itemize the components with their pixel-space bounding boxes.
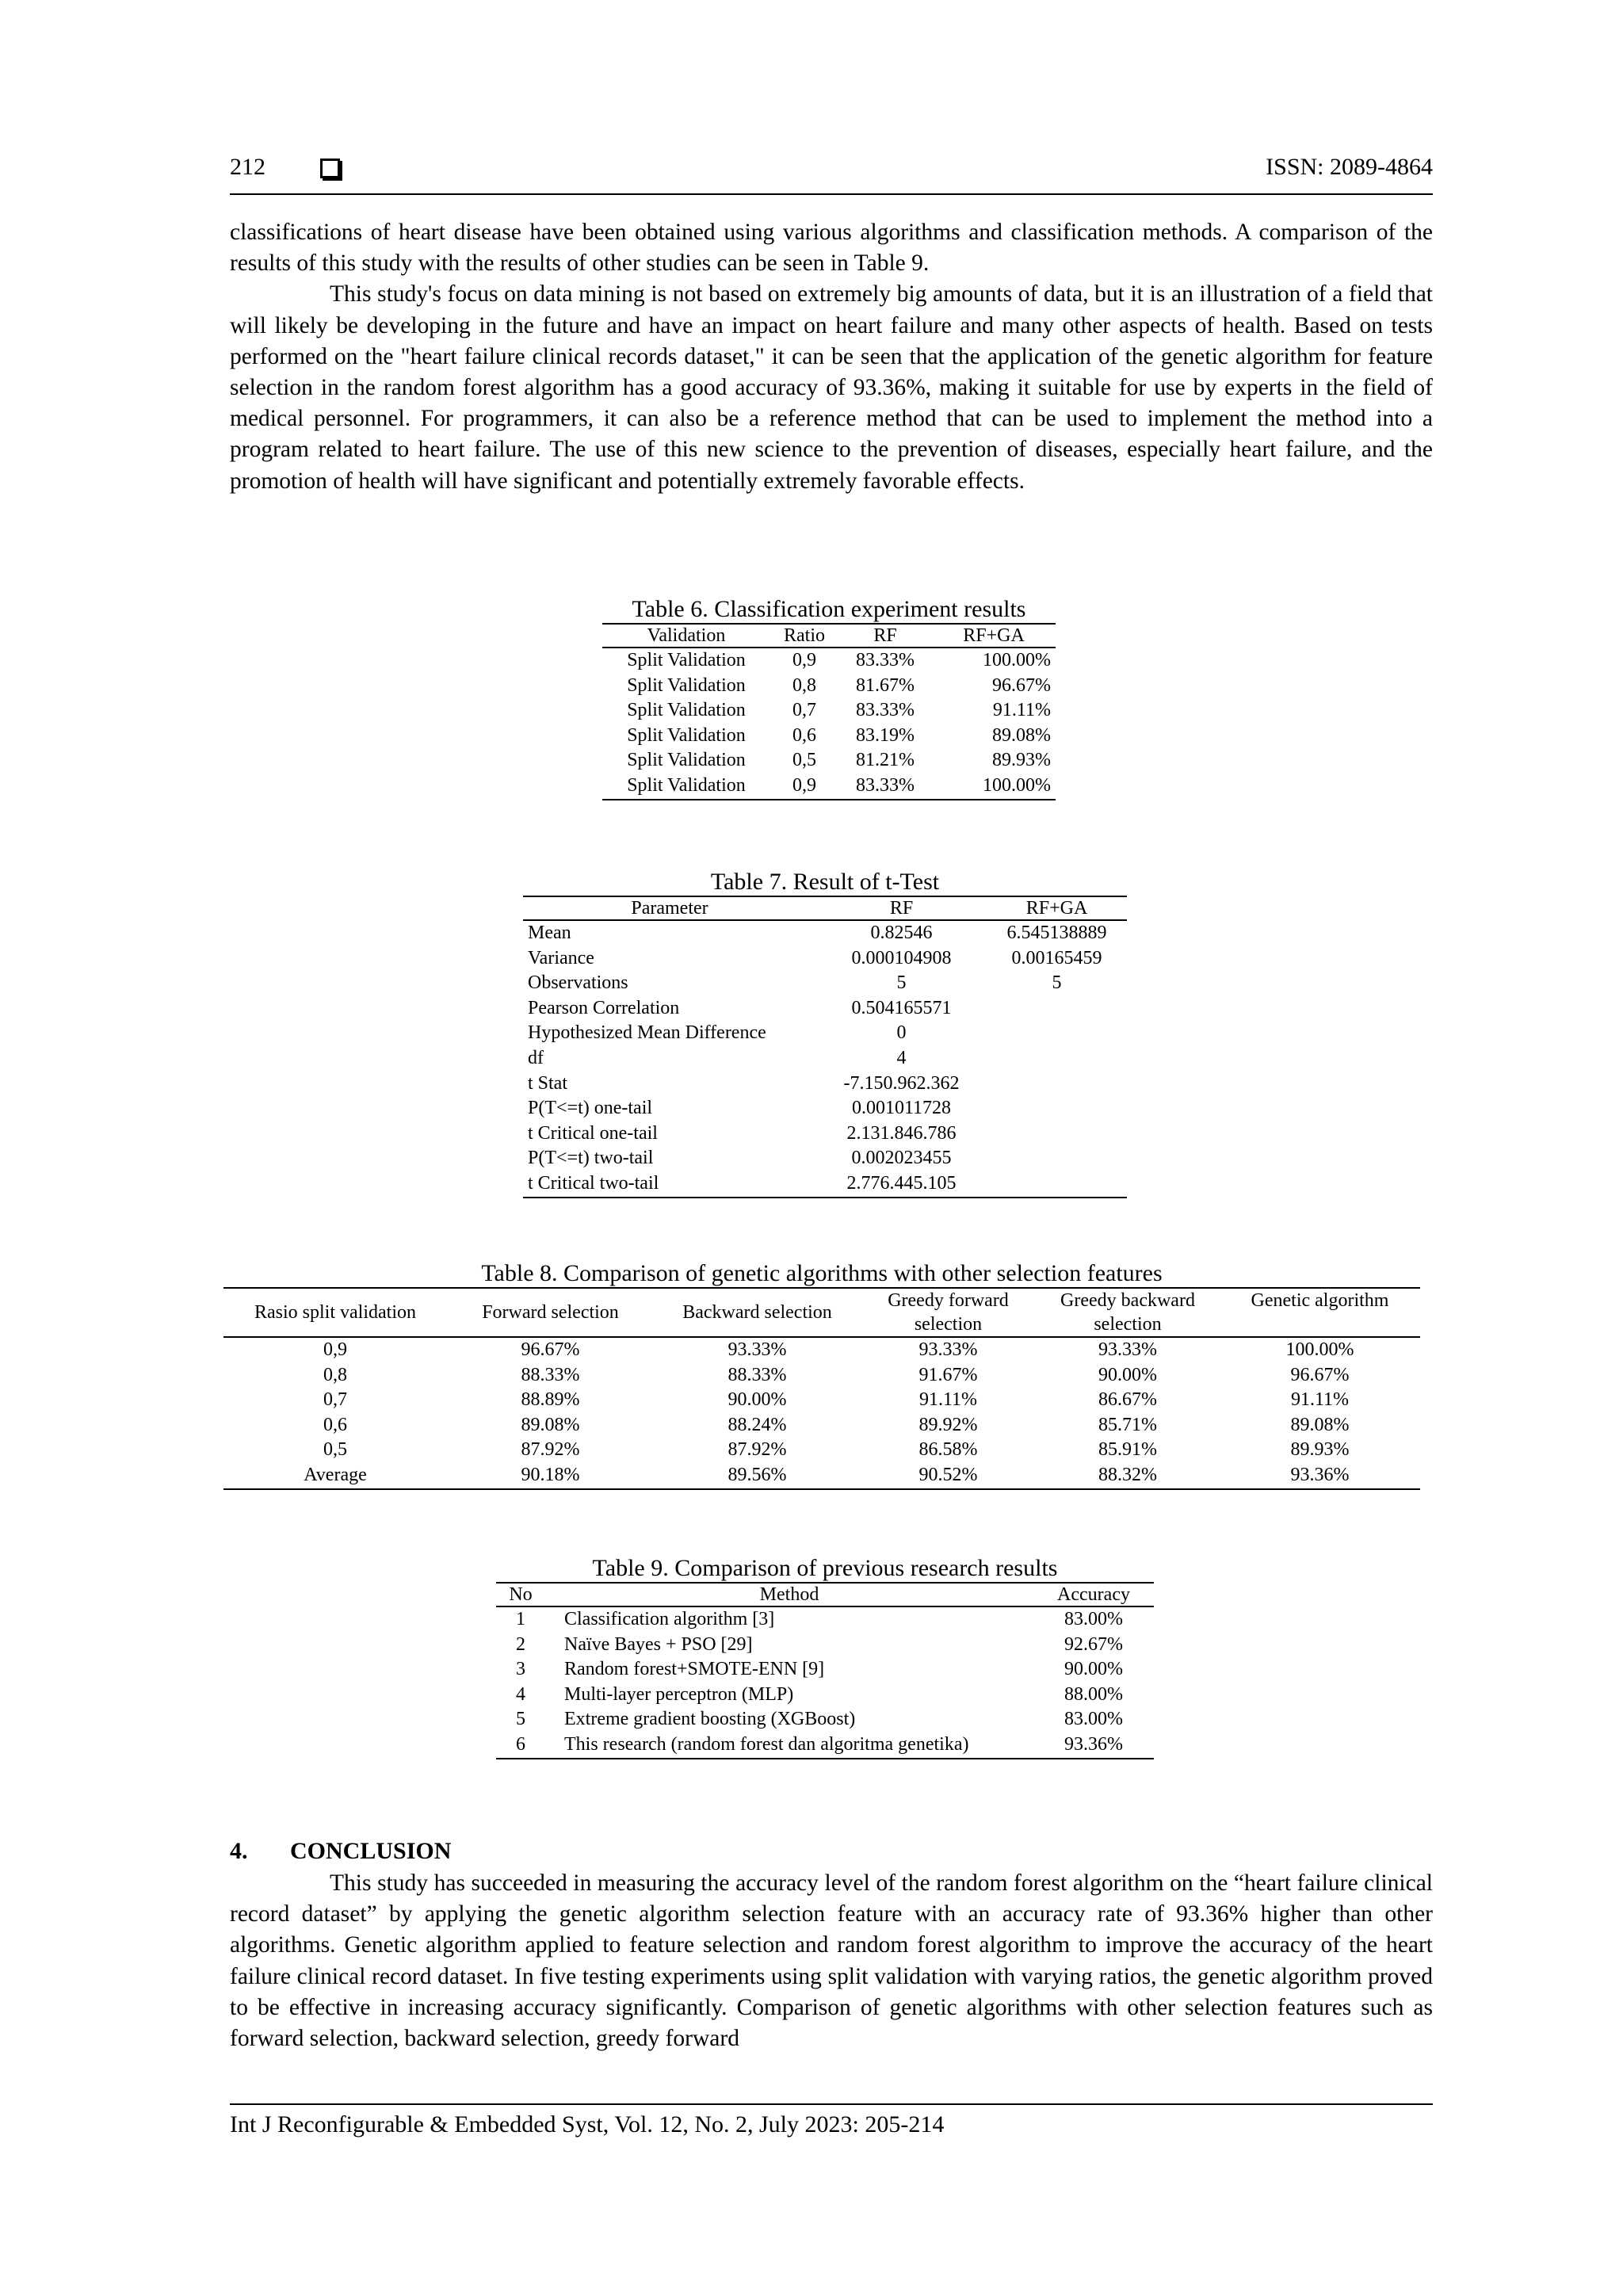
- cell: Hypothesized Mean Difference: [528, 1022, 766, 1044]
- cell: 91.11%: [1290, 1389, 1350, 1411]
- cell: 2.131.846.786: [846, 1122, 957, 1144]
- table-8: [223, 1260, 1420, 1490]
- cell: 0,5: [792, 750, 816, 771]
- cell: [987, 996, 1127, 1022]
- cell: 91.11%: [918, 1389, 978, 1411]
- cell: 89.08%: [992, 724, 1051, 746]
- cell: Naïve Bayes + PSO [29]: [564, 1633, 753, 1655]
- column-header: Rasio split validation: [254, 1302, 416, 1323]
- cell: 5: [516, 1709, 525, 1730]
- column-header: RF+GA: [1025, 898, 1088, 919]
- cell: Split Validation: [627, 750, 746, 771]
- cell: 89.93%: [1290, 1439, 1350, 1461]
- section-number: 4.: [230, 1838, 248, 1864]
- cell: Split Validation: [627, 650, 746, 670]
- table-row: [523, 1046, 1127, 1072]
- table-row: [496, 1633, 1154, 1658]
- cell: 0.504165571: [851, 997, 952, 1018]
- table-row: [523, 1146, 1127, 1171]
- cell: 83.33%: [856, 774, 915, 796]
- cell: 0.00165459: [1011, 947, 1102, 968]
- cell: 5: [1052, 972, 1062, 994]
- cell: Observations: [528, 972, 628, 994]
- cell: [987, 1171, 1127, 1198]
- cell: Average: [304, 1464, 367, 1485]
- cell: 100.00%: [1285, 1339, 1354, 1360]
- column-header: RF+GA: [963, 625, 1025, 646]
- cell: 88.24%: [727, 1414, 787, 1435]
- cell: 0,7: [792, 700, 816, 721]
- column-header: Greedy forward selection: [888, 1290, 1009, 1335]
- page-footer: [230, 2103, 1433, 2138]
- cell: 100.00%: [983, 650, 1051, 670]
- cell: 0.001011728: [851, 1098, 952, 1119]
- cell: 0,8: [323, 1364, 347, 1385]
- cell: 89.56%: [727, 1464, 787, 1485]
- cell: 93.36%: [1064, 1733, 1123, 1755]
- cell: [987, 1021, 1127, 1046]
- cell: 4: [516, 1683, 525, 1705]
- table-row: [496, 1657, 1154, 1683]
- cell: df: [528, 1047, 544, 1068]
- table-row: [223, 1337, 1420, 1363]
- table-6-caption: Table 6. Classification experiment results: [632, 596, 1026, 622]
- table-9-header: [496, 1583, 1154, 1606]
- table-row: [602, 724, 1056, 749]
- table-row: [523, 946, 1127, 972]
- table-6-header: [602, 624, 1056, 648]
- cell: Split Validation: [627, 774, 746, 796]
- cell: 86.67%: [1098, 1389, 1157, 1411]
- cell: 0,9: [792, 774, 816, 796]
- cell: 91.11%: [992, 700, 1051, 721]
- intro-paragraph-1: classifications of heart disease have been obtained using various algorithms and classification methods. A comparison of the results of this study with the results of other studies can be seen in Table 9.: [230, 220, 1433, 277]
- cell: 89.93%: [992, 750, 1051, 771]
- cell: 89.08%: [1290, 1414, 1350, 1435]
- cell: 85.71%: [1098, 1414, 1157, 1435]
- table-7: [523, 869, 1127, 1198]
- cell: 90.18%: [521, 1464, 580, 1485]
- cell: 83.33%: [856, 650, 915, 670]
- conclusion-text: [230, 1868, 1433, 2054]
- cell: This research (random forest dan algoritma genetika): [564, 1733, 969, 1755]
- cell: 89.92%: [918, 1414, 978, 1435]
- table-row: [523, 1171, 1127, 1198]
- column-header: Forward selection: [482, 1302, 619, 1323]
- table-row: [223, 1413, 1420, 1438]
- square-icon: [320, 159, 340, 178]
- table-8-header: [223, 1288, 1420, 1337]
- table-row: [223, 1463, 1420, 1489]
- table-row: [496, 1606, 1154, 1633]
- cell: 93.33%: [1098, 1339, 1157, 1360]
- cell: Extreme gradient boosting (XGBoost): [564, 1709, 856, 1730]
- column-header: Genetic algorithm: [1251, 1290, 1389, 1311]
- column-header: Accuracy: [1057, 1584, 1130, 1605]
- table-row: [523, 1021, 1127, 1046]
- cell: [987, 1146, 1127, 1171]
- cell: Split Validation: [627, 674, 746, 696]
- cell: 0,6: [792, 724, 816, 746]
- table-row: [602, 698, 1056, 724]
- cell: 83.00%: [1064, 1609, 1123, 1629]
- cell: 90.00%: [727, 1389, 787, 1411]
- table-row: [496, 1733, 1154, 1759]
- cell: 96.67%: [521, 1339, 580, 1360]
- cell: 2.776.445.105: [846, 1172, 957, 1194]
- cell: 89.08%: [521, 1414, 580, 1435]
- column-header: RF: [889, 898, 914, 919]
- cell: 91.67%: [918, 1364, 978, 1385]
- cell: 88.00%: [1064, 1683, 1123, 1705]
- column-header: Backward selection: [682, 1302, 832, 1323]
- conclusion-paragraph: This study has succeeded in measuring the accuracy level of the random forest algorithm on the “heart failure clinical record dataset” by applying the genetic algorithm selection feature with an accuracy rate of 93.36% higher than other algorithms. Genetic algorithm applied to feature selection and random forest algorithm to improve the accuracy of the heart failure clinical record dataset. In five testing experiments using split validation with varying ratios, the genetic algorithm proved to be effective in increasing accuracy significantly. Comparison of genetic algorithms with other selection features such as forward selection, backward selection, greedy forward: [230, 1870, 1433, 2052]
- cell: 90.52%: [918, 1464, 978, 1485]
- cell: P(T<=t) two-tail: [528, 1148, 654, 1169]
- column-header: Parameter: [631, 898, 708, 919]
- cell: 83.33%: [856, 700, 915, 721]
- page-number: 212: [230, 154, 265, 180]
- column-header: Greedy backward selection: [1060, 1290, 1195, 1335]
- page-header: [230, 154, 1433, 195]
- cell: t Critical two-tail: [528, 1172, 659, 1194]
- cell: 88.33%: [727, 1364, 787, 1385]
- table-row: [496, 1683, 1154, 1708]
- cell: 93.33%: [918, 1339, 978, 1360]
- cell: t Critical one-tail: [528, 1122, 658, 1144]
- cell: [987, 1072, 1127, 1097]
- cell: 0,9: [323, 1339, 347, 1360]
- cell: 93.36%: [1290, 1464, 1350, 1485]
- cell: 83.19%: [856, 724, 915, 746]
- cell: 3: [516, 1659, 525, 1680]
- cell: 81.21%: [856, 750, 915, 771]
- cell: P(T<=t) one-tail: [528, 1098, 653, 1119]
- cell: 85.91%: [1098, 1439, 1157, 1461]
- cell: 100.00%: [983, 774, 1051, 796]
- cell: 0,6: [323, 1414, 347, 1435]
- table-row: [602, 748, 1056, 774]
- cell: 6.545138889: [1006, 923, 1107, 943]
- cell: 83.00%: [1064, 1709, 1123, 1730]
- column-header: Method: [759, 1584, 819, 1605]
- cell: 0,5: [323, 1439, 347, 1461]
- cell: 96.67%: [992, 674, 1051, 696]
- cell: 0.002023455: [851, 1148, 952, 1169]
- table-row: [523, 1121, 1127, 1147]
- cell: 0,7: [323, 1389, 347, 1411]
- table-row: [602, 774, 1056, 800]
- cell: -7.150.962.362: [843, 1072, 960, 1094]
- intro-paragraph-2: This study's focus on data mining is not based on extremely big amounts of data, but it is an illustration of a field that will likely be developing in the future and have an impact on heart failure and many other aspects of health. Based on tests performed on the "heart failure clinical records dataset," it can be seen that the application of the genetic algorithm for feature selection in the random forest algorithm has a good accuracy of 93.36%, making it suitable for use by experts in the field of medical personnel. For programmers, it can also be a reference method that can be used to implement the method into a program related to heart failure. The use of this new science to the prevention of diseases, especially heart failure, and the promotion of health will have significant and potentially extremely favorable effects.: [230, 281, 1433, 494]
- cell: 93.33%: [727, 1339, 787, 1360]
- intro-text: [230, 217, 1433, 497]
- cell: 86.58%: [918, 1439, 978, 1461]
- column-header: Ratio: [784, 625, 825, 646]
- table-9-caption: Table 9. Comparison of previous research results: [592, 1555, 1058, 1581]
- column-header: RF: [873, 625, 897, 646]
- cell: 2: [516, 1633, 525, 1655]
- cell: Classification algorithm [3]: [564, 1609, 775, 1629]
- table-row: [602, 674, 1056, 699]
- cell: [987, 1121, 1127, 1147]
- table-6: [602, 596, 1056, 800]
- cell: 4: [896, 1047, 907, 1068]
- cell: 88.33%: [521, 1364, 580, 1385]
- cell: Multi-layer perceptron (MLP): [564, 1683, 794, 1705]
- table-row: [523, 1096, 1127, 1121]
- cell: [987, 1096, 1127, 1121]
- table-row: [523, 971, 1127, 996]
- table-7-caption: Table 7. Result of t-Test: [710, 869, 940, 895]
- table-row: [223, 1363, 1420, 1389]
- cell: 0: [896, 1022, 907, 1044]
- cell: 87.92%: [727, 1439, 787, 1461]
- cell: 88.89%: [521, 1389, 580, 1411]
- section-heading: [230, 1838, 451, 1865]
- table-row: [496, 1707, 1154, 1733]
- table-row: [523, 920, 1127, 946]
- cell: 90.00%: [1098, 1364, 1157, 1385]
- cell: 0.82546: [870, 923, 933, 943]
- cell: 0,8: [792, 674, 816, 696]
- table-7-header: [523, 896, 1127, 920]
- cell: t Stat: [528, 1072, 568, 1094]
- cell: 90.00%: [1064, 1659, 1123, 1680]
- cell: 0,9: [792, 650, 816, 670]
- cell: Split Validation: [627, 724, 746, 746]
- column-header: No: [509, 1584, 533, 1605]
- column-header: Validation: [647, 625, 726, 646]
- cell: 87.92%: [521, 1439, 580, 1461]
- issn: ISSN: 2089-4864: [1266, 154, 1433, 180]
- cell: Pearson Correlation: [528, 997, 680, 1018]
- footer-citation: Int J Reconfigurable & Embedded Syst, Vol. 12, No. 2, July 2023: 205-214: [230, 2111, 945, 2137]
- table-row: [523, 1072, 1127, 1097]
- table-9: [496, 1555, 1154, 1759]
- cell: 88.32%: [1098, 1464, 1157, 1485]
- cell: 92.67%: [1064, 1633, 1123, 1655]
- cell: Split Validation: [627, 700, 746, 721]
- cell: 0.000104908: [851, 947, 952, 968]
- table-8-caption: Table 8. Comparison of genetic algorithms with other selection features: [481, 1260, 1163, 1286]
- table-row: [602, 648, 1056, 674]
- cell: 6: [516, 1733, 525, 1755]
- cell: Mean: [528, 923, 571, 943]
- section-title: CONCLUSION: [290, 1838, 452, 1864]
- cell: 81.67%: [856, 674, 915, 696]
- cell: 5: [896, 972, 907, 994]
- cell: Random forest+SMOTE-ENN [9]: [564, 1659, 825, 1680]
- table-row: [223, 1438, 1420, 1463]
- cell: Variance: [528, 947, 594, 968]
- cell: 1: [516, 1609, 525, 1629]
- table-row: [523, 996, 1127, 1022]
- cell: 96.67%: [1290, 1364, 1350, 1385]
- table-row: [223, 1388, 1420, 1413]
- cell: [987, 1046, 1127, 1072]
